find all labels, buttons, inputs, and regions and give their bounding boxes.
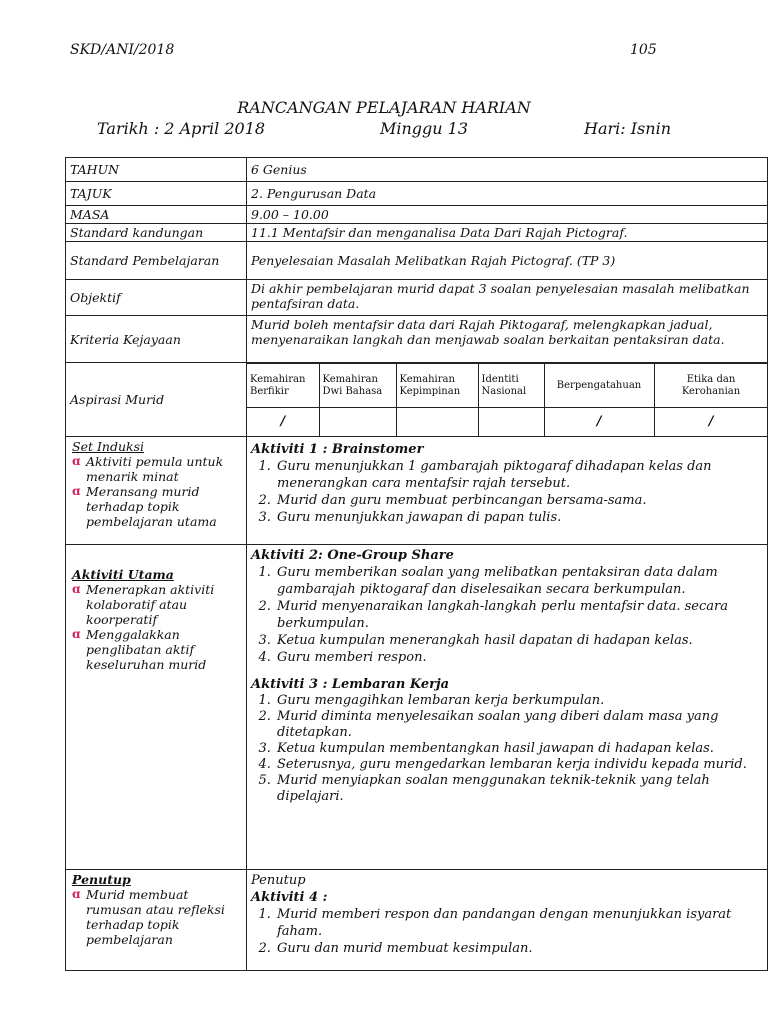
step-item: 2. Guru dan murid membuat kesimpulan.: [275, 940, 763, 957]
sk-value: 11.1 Mentafsir dan menganalisa Data Dari Rajah Pictograf.: [247, 224, 768, 242]
penutup-sub: Penutup: [251, 873, 306, 888]
induksi-bullet: [72, 454, 242, 484]
step-item: 1. Guru menunjukkan 1 gambarajah piktogaraf dihadapan kelas dan menerangkan cara mentafsir rajah tersebut.: [275, 458, 763, 492]
aspirasi-item: Berpengatahuan: [544, 364, 654, 408]
tahun-label: TAHUN: [66, 158, 247, 182]
penutup-left: [66, 870, 247, 971]
step-item: 1. Guru memberikan soalan yang melibatkan pentaksiran data dalam gambarajah piktogaraf dan diselesaikan secara berkumpulan.: [275, 564, 763, 598]
penutup-bullet: [72, 887, 242, 947]
row-set-induksi: [66, 437, 768, 545]
induksi-bullet-text: Aktiviti pemula untuk menarik minat: [86, 454, 224, 484]
tajuk-value: 2. Pengurusan Data: [247, 182, 768, 206]
tajuk-label: TAJUK: [66, 182, 247, 206]
row-aktiviti-utama: [66, 545, 768, 870]
tahun-value: 6 Genius: [247, 158, 768, 182]
step-item: 5. Murid menyiapkan soalan menggunakan teknik-teknik yang telah dipelajari.: [275, 773, 763, 805]
step-item: 2. Murid diminta menyelesaikan soalan yang diberi dalam masa yang ditetapkan.: [275, 709, 763, 741]
objektif-label: Objektif: [66, 280, 247, 316]
row-tajuk: [66, 182, 768, 206]
document-code: SKD/ANI/2018: [70, 42, 175, 58]
aspirasi-cell: [247, 363, 768, 437]
aktiviti-4-steps: [251, 906, 763, 957]
penutup-heading: Penutup: [72, 872, 131, 887]
utama-bullet-text: Menggalakkan penglibatan aktif keseluruhan murid: [86, 627, 207, 672]
masa-label: MASA: [66, 206, 247, 224]
step-item: 3. Ketua kumpulan menerangkah hasil dapatan di hadapan kelas.: [275, 632, 763, 649]
aspirasi-mark: /: [544, 408, 654, 437]
aktiviti-2-steps: [251, 564, 763, 666]
sp-value: Penyelesaian Masalah Melibatkan Rajah Pictograf. (TP 3): [247, 242, 768, 280]
row-standard-pembelajaran: [66, 242, 768, 280]
kriteria-value: Murid boleh mentafsir data dari Rajah Piktogaraf, melengkapkan jadual, menyenaraikan langkah dan menjawab soalan berkaitan pentaksiran data.: [247, 316, 768, 363]
utama-bullet: [72, 582, 242, 627]
aktiviti-4-title: Aktiviti 4 :: [251, 890, 328, 905]
swirl-bullet-icon: ɑ: [72, 484, 81, 498]
swirl-bullet-icon: ɑ: [72, 582, 81, 596]
aspirasi-item: Etika dan Kerohanian: [654, 364, 768, 408]
row-tahun: [66, 158, 768, 182]
sp-label: Standard Pembelajaran: [66, 242, 247, 280]
step-item: 2. Murid dan guru membuat perbincangan bersama-sama.: [275, 492, 763, 509]
lesson-week: Minggu 13: [380, 119, 469, 138]
step-item: 1. Murid memberi respon dan pandangan dengan menunjukkan isyarat faham.: [275, 906, 763, 940]
lesson-plan-table: [65, 157, 768, 971]
row-masa: [66, 206, 768, 224]
induksi-bullet: [72, 484, 242, 529]
aspirasi-label: Aspirasi Murid: [66, 363, 247, 437]
step-item: 1. Guru mengagihkan lembaran kerja berkumpulan.: [275, 693, 763, 709]
kriteria-label: Kriteria Kejayaan: [66, 316, 247, 363]
page-number: 105: [630, 42, 657, 58]
row-penutup: [66, 870, 768, 971]
aktiviti-2-title: Aktiviti 2: One-Group Share: [251, 548, 454, 563]
aktiviti-3-title: Aktiviti 3 : Lembaran Kerja: [251, 677, 450, 692]
aspirasi-mark: /: [247, 408, 319, 437]
utama-heading: Aktiviti Utama: [72, 567, 174, 582]
aspirasi-mark: [396, 408, 478, 437]
step-item: 3. Ketua kumpulan membentangkan hasil jawapan di hadapan kelas.: [275, 741, 763, 757]
induksi-left: [66, 437, 247, 545]
lesson-date: Tarikh : 2 April 2018: [97, 119, 266, 138]
aspirasi-mark: [478, 408, 544, 437]
aspirasi-item: Kemahiran Berfikir: [247, 364, 319, 408]
aktiviti-1-steps: [251, 458, 763, 526]
page-title: RANCANGAN PELAJARAN HARIAN: [237, 98, 531, 117]
objektif-value: Di akhir pembelajaran murid dapat 3 soalan penyelesaian masalah melibatkan pentafsiran data.: [247, 280, 768, 316]
step-item: 4. Guru memberi respon.: [275, 649, 763, 666]
row-standard-kandungan: [66, 224, 768, 242]
aktiviti-3-steps: [251, 693, 763, 805]
induksi-right: [247, 437, 768, 545]
step-item: 4. Seterusnya, guru mengedarkan lembaran kerja individu kepada murid.: [275, 757, 763, 773]
aktiviti-1-title: Aktiviti 1 : Brainstomer: [251, 442, 424, 457]
swirl-bullet-icon: ɑ: [72, 887, 81, 901]
sk-label: Standard kandungan: [66, 224, 247, 242]
aspirasi-mark: [319, 408, 396, 437]
utama-right: [247, 545, 768, 870]
aspirasi-item: Identiti Nasional: [478, 364, 544, 408]
step-item: 2. Murid menyenaraikan langkah-langkah perlu mentafsir data. secara berkumpulan.: [275, 598, 763, 632]
penutup-right: [247, 870, 768, 971]
utama-bullet-text: Menerapkan aktiviti kolaboratif atau koorperatif: [86, 582, 215, 627]
aspirasi-item: Kemahiran Kepimpinan: [396, 364, 478, 408]
swirl-bullet-icon: ɑ: [72, 454, 81, 468]
utama-bullet: [72, 627, 242, 672]
step-item: 3. Guru menunjukkan jawapan di papan tulis.: [275, 509, 763, 526]
aspirasi-mark: /: [654, 408, 768, 437]
utama-left: [66, 545, 247, 870]
penutup-bullet-text: Murid membuat rumusan atau refleksi terhadap topik pembelajaran: [86, 887, 225, 947]
row-kriteria: [66, 316, 768, 363]
lesson-day: Hari: Isnin: [584, 119, 671, 138]
row-aspirasi: [66, 363, 768, 437]
masa-value: 9.00 – 10.00: [247, 206, 768, 224]
induksi-bullet-text: Meransang murid terhadap topik pembelajaran utama: [86, 484, 217, 529]
swirl-bullet-icon: ɑ: [72, 627, 81, 641]
aspirasi-grid: [247, 363, 768, 436]
induksi-heading: Set Induksi: [72, 439, 144, 454]
aspirasi-item: Kemahiran Dwi Bahasa: [319, 364, 396, 408]
row-objektif: [66, 280, 768, 316]
